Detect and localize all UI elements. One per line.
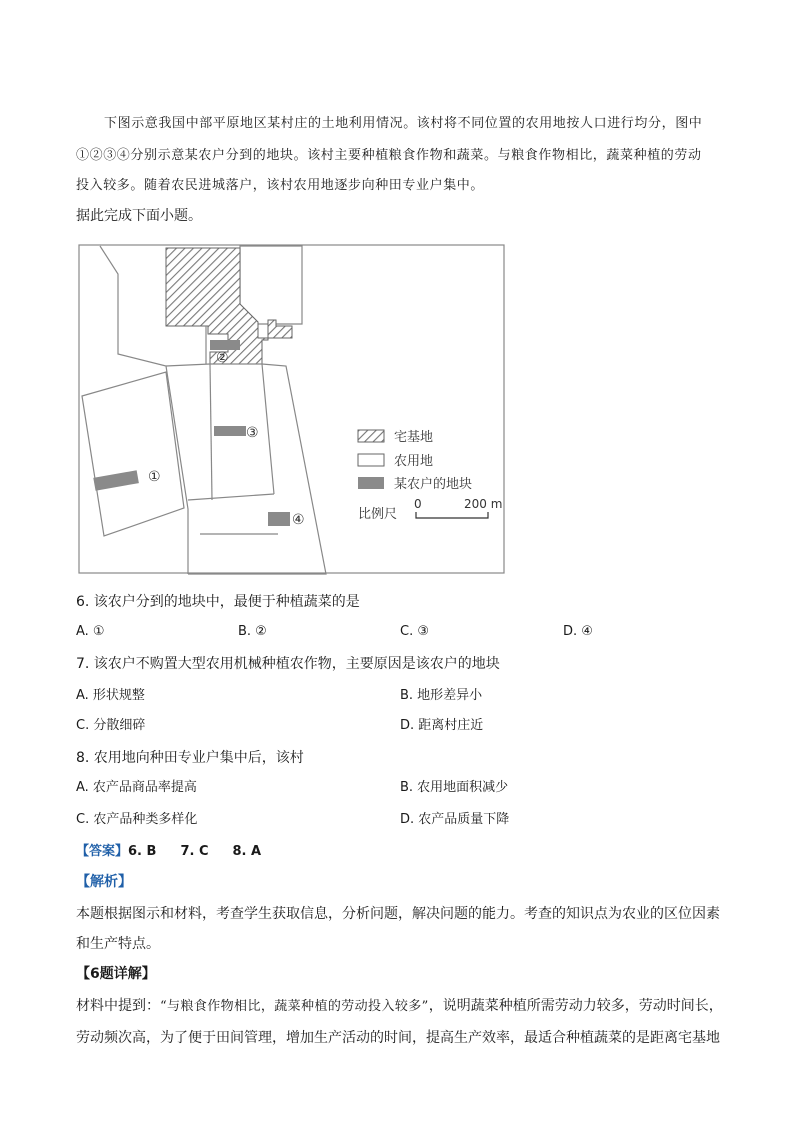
answer-label: 【答案】 — [76, 844, 129, 859]
q6-option-a: A. ① — [76, 624, 105, 639]
q8-stem: 8. 农用地向种田专业户集中后，该村 — [76, 750, 304, 766]
plot-4-label: ④ — [292, 512, 305, 528]
plot-3 — [214, 426, 246, 436]
q7-stem: 7. 该农户不购置大型农用机械种植农作物，主要原因是该农户的地块 — [76, 656, 500, 672]
q6-option-d: D. ④ — [563, 624, 593, 639]
legend-farmland-label: 农用地 — [394, 454, 434, 469]
q6-option-b: B. ② — [238, 624, 267, 639]
q8-option-c: C. 农产品种类多样化 — [76, 812, 198, 827]
plot-2-label: ② — [216, 350, 229, 366]
legend-homestead-label: 宅基地 — [394, 430, 434, 445]
scale-start: 0 — [414, 497, 422, 511]
legend-farmland-swatch — [358, 454, 384, 466]
q6-stem: 6. 该农户分到的地块中，最便于种植蔬菜的是 — [76, 594, 360, 610]
intro-prompt: 据此完成下面小题。 — [76, 208, 202, 224]
answer-8: 8. A — [232, 844, 262, 859]
intro-line-2: ①②③④分别示意某农户分到的地块。该村主要种植粮食作物和蔬菜。与粮食作物相比，蔬菜种植的劳动 — [76, 148, 702, 163]
detail6-line-2: 劳动频次高，为了便于田间管理，增加生产活动的时间，提高生产效率，最适合种植蔬菜的是距离宅基地 — [76, 1030, 720, 1046]
detail6-post: ，说明蔬菜种植所需劳动力较多，劳动时间长， — [428, 998, 723, 1014]
legend-homestead-swatch — [358, 430, 384, 442]
scale-label: 比例尺 — [358, 507, 398, 522]
plot-1-label: ① — [148, 469, 161, 485]
q8-option-b: B. 农用地面积减少 — [400, 780, 509, 795]
q7-option-a: A. 形状规整 — [76, 688, 145, 703]
analysis-line-1: 本题根据图示和材料，考查学生获取信息，分析问题，解决问题的能力。考查的知识点为农业的区位因素 — [76, 906, 720, 922]
q7-option-d: D. 距离村庄近 — [400, 718, 484, 733]
legend-plot-label: 某农户的地块 — [394, 477, 473, 492]
analysis-line-2: 和生产特点。 — [76, 936, 160, 952]
intro-line-1: 下图示意我国中部平原地区某村庄的土地利用情况。该村将不同位置的农用地按人口进行均分，图中 — [104, 116, 703, 131]
plot-3-label: ③ — [246, 425, 259, 441]
detail6-line-1 — [76, 996, 726, 1017]
q8-option-d: D. 农产品质量下降 — [400, 812, 510, 827]
q7-option-c: C. 分散细碎 — [76, 718, 146, 733]
intro-line-3: 投入较多。随着农民进城落户，该村农用地逐步向种田专业户集中。 — [76, 178, 485, 193]
plot-2 — [210, 340, 240, 350]
answer-7: 7. C — [180, 844, 209, 859]
detail6-label: 【6题详解】 — [76, 966, 156, 982]
detail6-quote: “与粮食作物相比，蔬菜种植的劳动投入较多” — [160, 999, 429, 1014]
answer-line — [76, 842, 726, 862]
legend-plot-swatch — [358, 477, 384, 489]
land-use-map — [78, 244, 506, 576]
q6-option-c: C. ③ — [400, 624, 429, 639]
analysis-label: 【解析】 — [76, 874, 132, 890]
detail6-pre: 材料中提到： — [76, 998, 160, 1014]
scale-end: 200 m — [464, 497, 503, 511]
q7-option-b: B. 地形差异小 — [400, 688, 483, 703]
q8-option-a: A. 农产品商品率提高 — [76, 780, 197, 795]
plot-4 — [268, 512, 290, 526]
answer-6: 6. B — [128, 844, 157, 859]
